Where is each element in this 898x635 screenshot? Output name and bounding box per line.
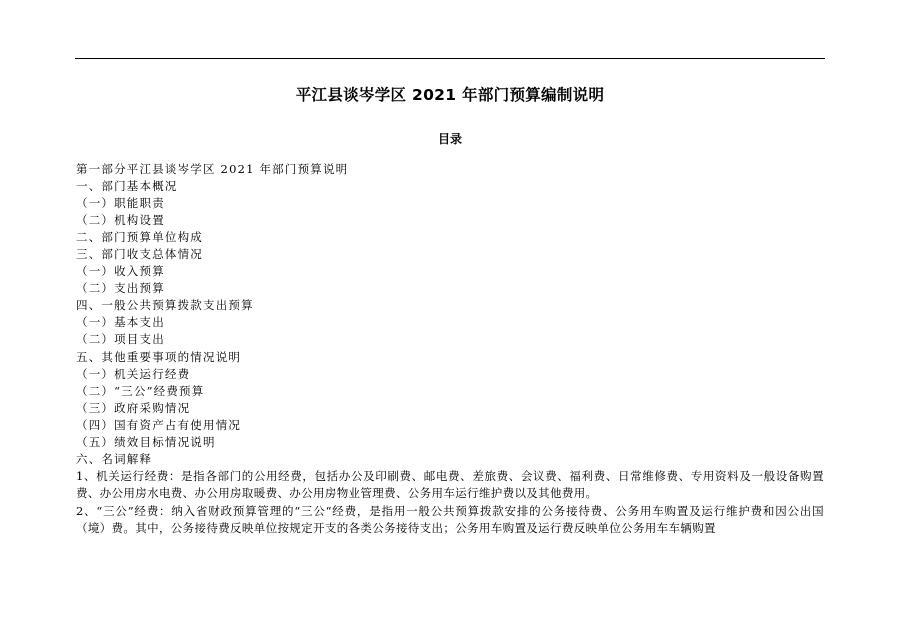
toc-item: （五）绩效目标情况说明 [76,434,216,449]
toc-item: （四）国有资产占有使用情况 [76,417,242,432]
toc-item: （二）机构设置 [76,213,165,228]
toc-item: （一）收入预算 [76,264,165,279]
glossary-paragraph: 2、“三公”经费：纳入省财政预算管理的“三公“经费，是指用一般公共预算拨款安排的公务接待费、公务用车购置及运行维护费和因公出国（境）费。其中，公务接待费反映单位按规定开支的各类公务接待支出；公务用车购置及运行费反映单位公务用车车辆购置 [76,503,824,535]
toc-item: （一）机关运行经费 [76,366,191,381]
toc-item: 二、部门预算单位构成 [76,230,203,245]
toc-item: （二）支出预算 [76,281,165,296]
toc-item: 五、其他重要事项的情况说明 [76,349,242,364]
toc-heading: 目录 [437,132,462,146]
toc-item: （一）基本支出 [76,315,165,330]
toc-item: 一、部门基本概况 [76,179,178,194]
toc-item: （三）政府采购情况 [76,400,191,415]
glossary-paragraph: 1、机关运行经费：是指各部门的公用经费，包括办公及印刷费、邮电费、差旅费、会议费、福利费、日常维修费、专用资料及一般设备购置费、办公用房水电费、办公用房取暖费、办公用房物业管理费、公务用车运行维护费以及其他费用。 [76,469,824,501]
toc-item: 六、名词解释 [76,451,153,466]
glossary-section [76,468,824,537]
toc-item: （一）职能职责 [76,196,165,211]
document-title: 平江县谈岑学区 2021 年部门预算编制说明 [295,86,605,104]
toc-item: （二）“三公”经费预算 [76,383,205,398]
toc-item: （二）项目支出 [76,332,165,347]
toc-item: 第一部分平江县谈岑学区 2021 年部门预算说明 [76,162,349,176]
table-of-contents [76,161,826,468]
toc-item: 四、一般公共预算拨款支出预算 [76,298,254,313]
toc-item: 三、部门收支总体情况 [76,247,203,262]
header-rule [75,58,825,59]
